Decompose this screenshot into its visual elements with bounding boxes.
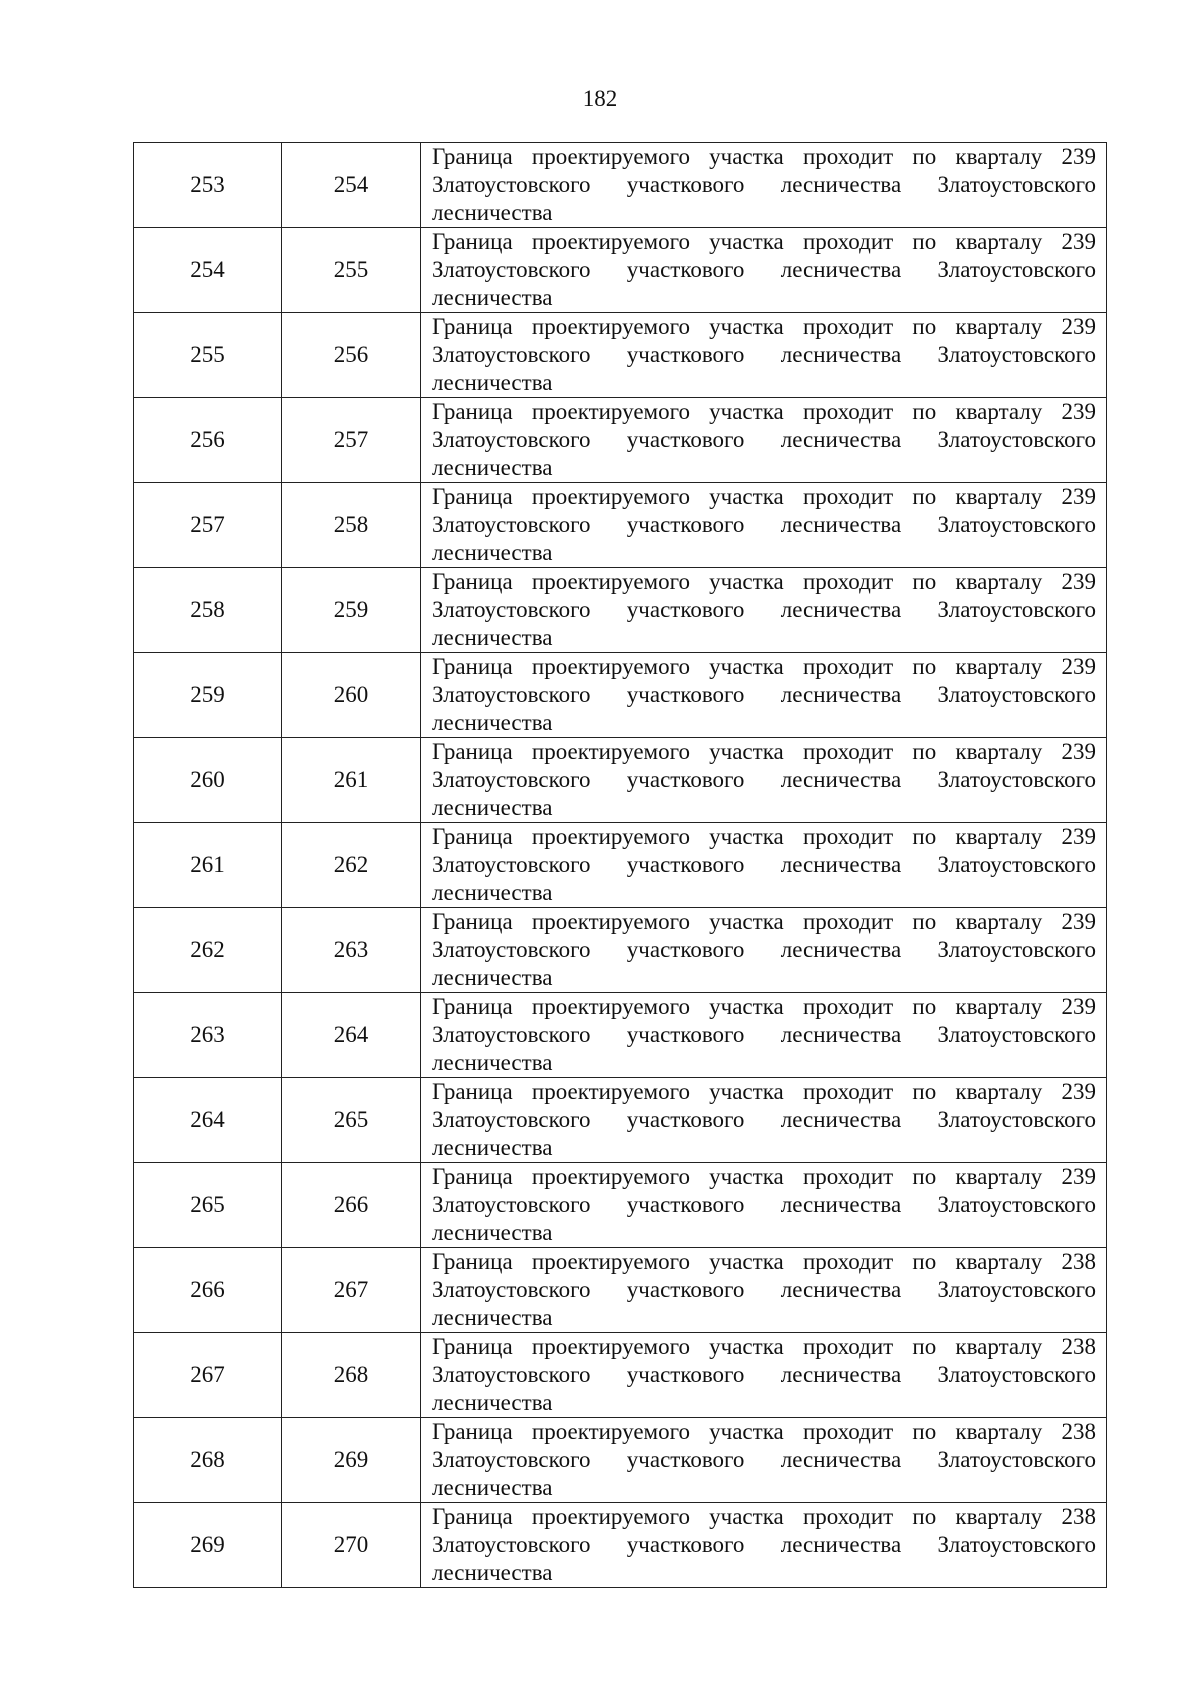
point-from-cell: 268 [134,1418,282,1503]
point-to-cell: 264 [282,993,421,1078]
boundary-description-line: лесничества [432,880,553,905]
boundary-description-cell [421,653,1107,738]
table-row [134,1333,1107,1418]
point-from-cell: 264 [134,1078,282,1163]
boundary-description-line: лесничества [432,1050,553,1075]
boundary-description-line: Граница проектируемого участка проходит по кварталу 239 [432,314,1096,339]
point-from-cell: 255 [134,313,282,398]
point-to-cell: 260 [282,653,421,738]
boundary-description-cell [421,1503,1107,1588]
table-body [134,143,1107,1588]
boundary-description-line: Златоустовского участкового лесничества Златоустовского [432,257,1096,282]
point-from-cell: 266 [134,1248,282,1333]
boundary-description-line: лесничества [432,795,553,820]
boundary-description-cell [421,1248,1107,1333]
boundary-description-line: Граница проектируемого участка проходит по кварталу 238 [432,1504,1096,1529]
point-from-cell: 256 [134,398,282,483]
boundary-description-line: лесничества [432,1560,553,1585]
table-row [134,1418,1107,1503]
point-from-cell: 269 [134,1503,282,1588]
point-to-cell: 263 [282,908,421,993]
point-from-cell: 262 [134,908,282,993]
boundary-description-line: Граница проектируемого участка проходит по кварталу 239 [432,399,1096,424]
boundary-description-cell [421,823,1107,908]
boundary-description-line: Граница проектируемого участка проходит по кварталу 239 [432,909,1096,934]
table-row [134,653,1107,738]
boundary-description-line: лесничества [432,540,553,565]
boundary-description-line: Златоустовского участкового лесничества Златоустовского [432,1532,1096,1557]
boundary-description-line: Златоустовского участкового лесничества Златоустовского [432,342,1096,367]
boundary-description-line: лесничества [432,1305,553,1330]
boundary-description-line: Златоустовского участкового лесничества Златоустовского [432,1192,1096,1217]
point-to-cell: 266 [282,1163,421,1248]
boundary-description-line: лесничества [432,200,553,225]
table-row [134,1503,1107,1588]
table-row [134,1163,1107,1248]
boundary-description-line: лесничества [432,370,553,395]
boundary-description-line: Граница проектируемого участка проходит по кварталу 238 [432,1249,1096,1274]
boundary-description-line: лесничества [432,625,553,650]
boundary-description-line: Златоустовского участкового лесничества Златоустовского [432,427,1096,452]
boundary-description-line: Граница проектируемого участка проходит по кварталу 239 [432,144,1096,169]
table-row [134,1078,1107,1163]
boundary-description-cell [421,993,1107,1078]
point-to-cell: 270 [282,1503,421,1588]
table-row [134,313,1107,398]
boundary-description-line: Граница проектируемого участка проходит по кварталу 239 [432,484,1096,509]
boundary-description-line: Златоустовского участкового лесничества Златоустовского [432,937,1096,962]
boundary-description-line: Граница проектируемого участка проходит по кварталу 239 [432,739,1096,764]
boundary-description-cell [421,483,1107,568]
boundary-description-line: лесничества [432,965,553,990]
boundary-description-line: Златоустовского участкового лесничества Златоустовского [432,1107,1096,1132]
point-from-cell: 258 [134,568,282,653]
point-to-cell: 255 [282,228,421,313]
boundary-description-line: Граница проектируемого участка проходит по кварталу 239 [432,569,1096,594]
table-row [134,228,1107,313]
boundary-description-line: лесничества [432,1475,553,1500]
boundary-description-cell [421,1418,1107,1503]
boundary-description-cell [421,228,1107,313]
boundary-description-line: Граница проектируемого участка проходит по кварталу 239 [432,994,1096,1019]
boundary-description-line: Златоустовского участкового лесничества Златоустовского [432,1362,1096,1387]
boundary-description-line: Златоустовского участкового лесничества Златоустовского [432,767,1096,792]
point-to-cell: 256 [282,313,421,398]
table-row [134,993,1107,1078]
point-from-cell: 260 [134,738,282,823]
boundary-description-cell [421,1078,1107,1163]
boundary-description-cell [421,568,1107,653]
point-to-cell: 262 [282,823,421,908]
boundary-description-line: Граница проектируемого участка проходит по кварталу 238 [432,1419,1096,1444]
boundary-description-line: Златоустовского участкового лесничества Златоустовского [432,852,1096,877]
boundary-description-line: Златоустовского участкового лесничества Златоустовского [432,172,1096,197]
boundary-description-cell [421,1163,1107,1248]
boundary-description-line: Златоустовского участкового лесничества Златоустовского [432,1277,1096,1302]
point-from-cell: 254 [134,228,282,313]
boundary-description-line: лесничества [432,1220,553,1245]
boundary-description-cell [421,1333,1107,1418]
boundary-description-line: Златоустовского участкового лесничества Златоустовского [432,597,1096,622]
point-from-cell: 265 [134,1163,282,1248]
boundary-description-line: Граница проектируемого участка проходит по кварталу 238 [432,1334,1096,1359]
table-row [134,568,1107,653]
point-from-cell: 253 [134,143,282,228]
point-to-cell: 269 [282,1418,421,1503]
boundary-description-line: лесничества [432,455,553,480]
boundary-description-line: лесничества [432,1390,553,1415]
boundary-description-line: Златоустовского участкового лесничества Златоустовского [432,1447,1096,1472]
point-from-cell: 267 [134,1333,282,1418]
table-row [134,483,1107,568]
boundary-description-line: Граница проектируемого участка проходит по кварталу 239 [432,229,1096,254]
boundary-description-cell [421,313,1107,398]
point-to-cell: 259 [282,568,421,653]
boundary-description-line: Златоустовского участкового лесничества Златоустовского [432,512,1096,537]
boundary-description-cell [421,908,1107,993]
page-number: 182 [582,86,618,111]
table-row [134,1248,1107,1333]
boundary-table [133,142,1107,1588]
point-from-cell: 263 [134,993,282,1078]
table-row [134,398,1107,483]
boundary-description-line: Граница проектируемого участка проходит по кварталу 239 [432,824,1096,849]
point-to-cell: 258 [282,483,421,568]
boundary-description-line: лесничества [432,710,553,735]
point-to-cell: 254 [282,143,421,228]
boundary-description-line: Граница проектируемого участка проходит по кварталу 239 [432,654,1096,679]
point-from-cell: 261 [134,823,282,908]
point-from-cell: 259 [134,653,282,738]
table-row [134,143,1107,228]
table-row [134,738,1107,823]
table-row [134,908,1107,993]
point-to-cell: 261 [282,738,421,823]
point-to-cell: 257 [282,398,421,483]
point-to-cell: 267 [282,1248,421,1333]
boundary-description-line: лесничества [432,1135,553,1160]
boundary-description-cell [421,738,1107,823]
boundary-description-line: Граница проектируемого участка проходит по кварталу 239 [432,1079,1096,1104]
point-to-cell: 265 [282,1078,421,1163]
point-from-cell: 257 [134,483,282,568]
boundary-description-line: Златоустовского участкового лесничества Златоустовского [432,682,1096,707]
boundary-description-line: Златоустовского участкового лесничества Златоустовского [432,1022,1096,1047]
point-to-cell: 268 [282,1333,421,1418]
table-row [134,823,1107,908]
boundary-description-line: Граница проектируемого участка проходит по кварталу 239 [432,1164,1096,1189]
boundary-description-line: лесничества [432,285,553,310]
boundary-description-cell [421,143,1107,228]
boundary-description-cell [421,398,1107,483]
